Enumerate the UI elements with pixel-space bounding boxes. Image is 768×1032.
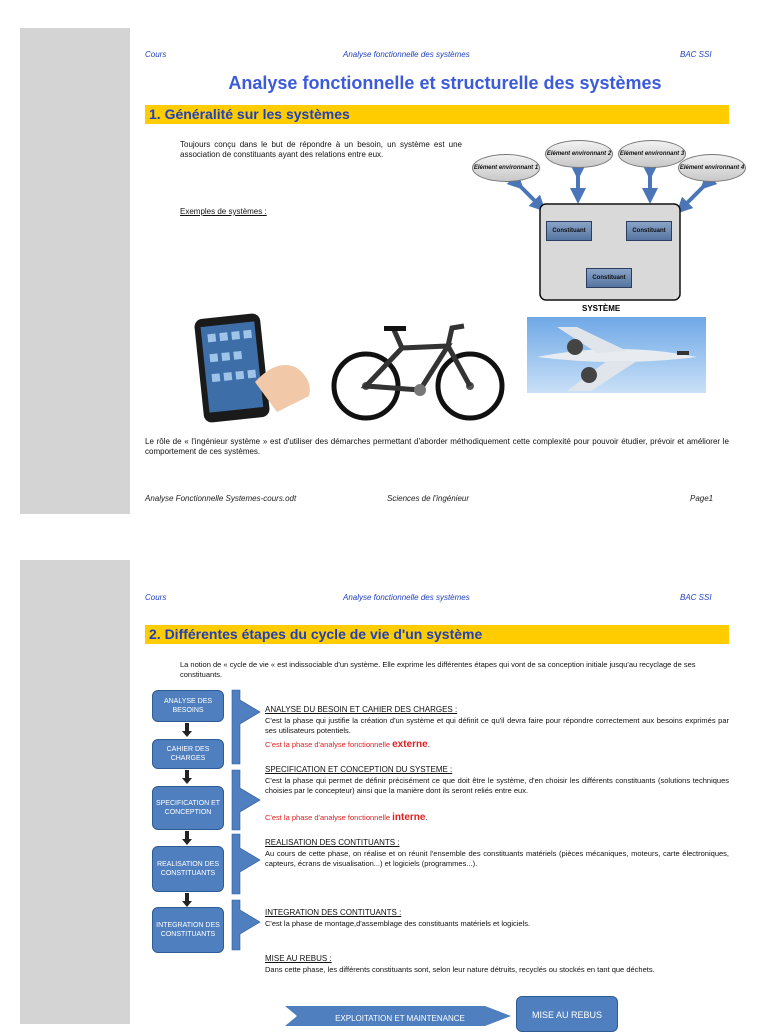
- page2-sidebar: [20, 560, 130, 1024]
- airplane-image: [527, 317, 706, 393]
- phase-1-red-text: C'est la phase d'analyse fonctionnelle: [265, 740, 393, 749]
- cycle-intro: La notion de « cycle de vie « est indissociable d'un système. Elle exprime les différentes étapes qui vont de sa conception initiale jusqu'au recyclage de ses constituants.: [180, 660, 696, 679]
- phase-2-red-text: C'est la phase d'analyse fonctionnelle: [265, 813, 393, 822]
- system-label: SYSTÈME: [582, 304, 621, 313]
- page2-header-right: BAC SSI: [680, 593, 712, 602]
- mise-au-rebus-box: [516, 996, 618, 1032]
- phase-3-title: REALISATION DES CONTITUANTS :: [265, 838, 400, 847]
- page1-header-left: Cours: [145, 50, 167, 59]
- tablet-image: [185, 312, 315, 430]
- env-element-1: Elément environnant 1: [472, 154, 540, 182]
- phase-4-title: INTEGRATION DES CONTITUANTS :: [265, 908, 402, 917]
- phase-1-keyword: externe: [392, 739, 428, 750]
- section-1-title: 1. Généralité sur les systèmes: [145, 105, 729, 124]
- phase-2-title: SPECIFICATION ET CONCEPTION DU SYSTEME :: [265, 765, 453, 774]
- down-arrow-icon: [182, 893, 192, 907]
- mise-au-rebus-label: MISE AU REBUS: [531, 1010, 603, 1020]
- step-analyse-besoins: ANALYSE DES BESOINS: [152, 690, 224, 722]
- examples-label: Exemples de systèmes :: [180, 207, 267, 216]
- step-cahier-charges: CAHIER DES CHARGES: [152, 739, 224, 769]
- page1-footer-left: Analyse Fonctionnelle Systemes-cours.odt: [145, 494, 297, 503]
- phase-4-text: C'est la phase de montage,d'assemblage des constituants matériels et logiciels.: [265, 919, 531, 928]
- phase-3-text: Au cours de cette phase, on réalise et on réunit l'ensemble des constituants matériels (pièces mécaniques, moteurs, carte électroniques, capteurs, écrans de visualisation...) et logiciels (programmes...).: [265, 849, 729, 868]
- env-element-2: Elément environnant 2: [545, 140, 613, 168]
- step-integration-constituants: INTEGRATION DES CONSTITUANTS: [152, 907, 224, 953]
- page2-header-left: Cours: [145, 593, 167, 602]
- env-element-4: Elément environnant 4: [678, 154, 746, 182]
- phase-1-title: ANALYSE DU BESOIN ET CAHIER DES CHARGES :: [265, 705, 458, 714]
- constituant-box: Constituant: [586, 268, 632, 288]
- step-specification-conception: SPECIFICATION ET CONCEPTION: [152, 786, 224, 830]
- bicycle-illustration: [330, 318, 508, 426]
- bicycle-image: [330, 318, 508, 426]
- bracket-arrows: [230, 688, 264, 958]
- phase-2-keyword: interne: [392, 812, 426, 823]
- step-realisation-constituants: REALISATION DES CONSTITUANTS: [152, 846, 224, 892]
- down-arrow-icon: [182, 831, 192, 845]
- tablet-illustration: [185, 312, 315, 430]
- exploitation-label: EXPLOITATION ET MAINTENANCE: [335, 1014, 465, 1023]
- down-arrow-icon: [182, 723, 192, 737]
- phase-2-text: C'est la phase qui permet de définir précisément ce que doit être le système, d'en choisir les différents constituants (solutions techniques choisies par le concepteur) ainsi que la manière dont ils seront reliés entre eux.: [265, 776, 729, 795]
- phase-1-text: C'est la phase qui justifie la création d'un système et qui définit ce qu'il devra faire pour répondre correctement aux besoins exprimés par ses utilisateurs potentiels.: [265, 716, 729, 735]
- env-element-3: Elément environnant 3: [618, 140, 686, 168]
- page1-footer-center: Sciences de l'ingénieur: [387, 494, 470, 503]
- role-paragraph: Le rôle de « l'ingénieur système » est d'utiliser des démarches permettant d'aborder méthodiquement cette complexité pour pouvoir étudier, prévoir et améliorer le comportement de ces systèmes.: [145, 437, 729, 456]
- airplane-illustration: [527, 317, 706, 393]
- page1-header-center: Analyse fonctionnelle des systèmes: [343, 50, 470, 59]
- down-arrow-icon: [182, 770, 192, 784]
- section-2-title: 2. Différentes étapes du cycle de vie d'un système: [145, 625, 729, 644]
- constituant-box: Constituant: [546, 221, 592, 241]
- page2-header-center: Analyse fonctionnelle des systèmes: [343, 593, 470, 602]
- intro-paragraph: Toujours conçu dans le but de répondre à un besoin, un système est une association de constituants ayant des relations entre eux.: [180, 140, 462, 159]
- phase-5-title: MISE AU REBUS :: [265, 954, 332, 963]
- phase-1-red-line: C'est la phase d'analyse fonctionnelle externe.: [265, 739, 430, 750]
- constituant-box: Constituant: [626, 221, 672, 241]
- page1-sidebar: [20, 28, 130, 514]
- page1-header-right: BAC SSI: [680, 50, 712, 59]
- phase-2-red-line: C'est la phase d'analyse fonctionnelle interne.: [265, 812, 428, 823]
- page-title: Analyse fonctionnelle et structurelle des systèmes: [228, 73, 662, 93]
- page1-footer-right: Page1: [690, 494, 714, 503]
- system-diagram: [470, 138, 745, 318]
- phase-5-text: Dans cette phase, les différents constituants sont, selon leur nature détruits, recyclés ou stockés en tant que déchets.: [265, 965, 655, 974]
